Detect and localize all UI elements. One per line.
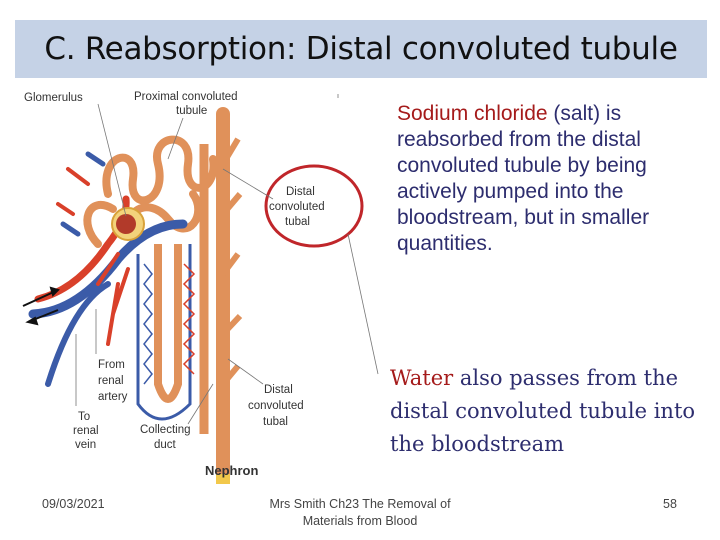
- footer-source-line2: Materials from Blood: [302, 514, 418, 528]
- water-paragraph: [390, 362, 700, 461]
- label-from-renal-line3: artery: [98, 391, 128, 403]
- label-glomerulus: Glomerulus: [24, 92, 83, 104]
- title-bar: [15, 20, 707, 78]
- glomerulus-knot: [116, 214, 136, 234]
- label-distal-bottom-line3: tubal: [263, 416, 288, 428]
- label-nephron: Nephron: [205, 463, 259, 478]
- label-to-renal-line3: vein: [75, 439, 97, 451]
- label-from-renal-line2: renal: [98, 375, 124, 387]
- label-to-renal-line1: To: [78, 411, 91, 423]
- label-distal-top-line2: convoluted: [269, 201, 325, 213]
- label-distal-top-line1: Distal: [286, 186, 315, 198]
- footer-source: [240, 496, 480, 530]
- label-from-renal-line1: From: [98, 359, 125, 371]
- label-distal-bottom-line2: convoluted: [248, 400, 304, 412]
- footer-source-line1: Mrs Smith Ch23 The Removal of: [269, 497, 451, 511]
- label-proximal-line2: tubule: [176, 105, 208, 117]
- label-distal-top-line3: tubal: [285, 216, 310, 228]
- label-proximal-line1: Proximal convoluted: [134, 91, 238, 103]
- label-collecting-line1: Collecting: [140, 424, 191, 436]
- para2-highlight: Water: [390, 366, 454, 390]
- slide-title: C. Reabsorption: Distal convoluted tubule: [44, 31, 678, 67]
- label-collecting-line2: duct: [154, 439, 176, 451]
- nephron-illustration: [18, 84, 398, 484]
- para1-highlight: Sodium chloride: [397, 102, 548, 125]
- footer-date: 09/03/2021: [42, 497, 105, 511]
- sodium-chloride-paragraph: [397, 101, 697, 257]
- nephron-diagram: [18, 84, 398, 484]
- para1-body: (salt) is reabsorbed from the distal convoluted tubule by being actively pumped into the bloodstream, but in smaller quantities.: [397, 102, 650, 255]
- label-distal-bottom-line1: Distal: [264, 384, 293, 396]
- para2-body: also passes from the distal convoluted tubule into the bloodstream: [390, 366, 696, 456]
- loop-of-henle: [158, 244, 178, 399]
- label-to-renal-line2: renal: [73, 425, 99, 437]
- footer-page-number: 58: [663, 497, 677, 511]
